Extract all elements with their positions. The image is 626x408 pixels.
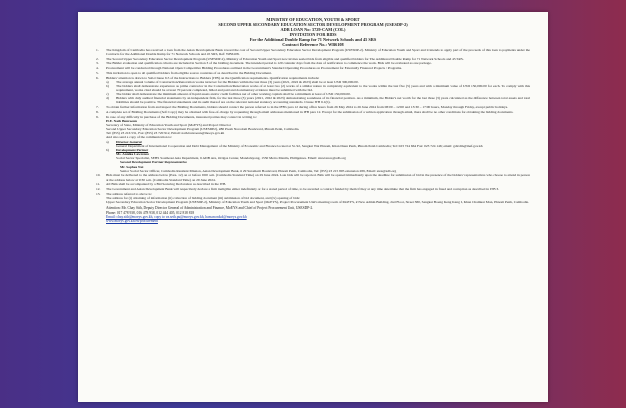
item-number: 4. (96, 66, 99, 70)
contact-name: H.E. Nath Bunroeun (106, 118, 137, 123)
item-text: Bidders' attention is drawn to Sub-Clause 6.5 of the Instructions to Bidders (ITB) on the Qualification requirements. Qualification requirements include: (106, 75, 320, 80)
item-text: The Bidder evaluation and qualification criteria are included in Section 3 of the bidding document. The intended period is 120 calendar days from the date of notification to commence the work. Bids will be evaluated as one package. (106, 61, 432, 66)
item-text: The address referred to above is: (106, 191, 152, 196)
second-partner-name: Mr. Sophea Noi (120, 164, 144, 169)
item-text: This invitation is open to all qualified bidders from eligible source countries of as described in the Bidding Document. (106, 70, 272, 75)
paragraph-group-3 (96, 173, 530, 196)
paragraph (96, 57, 530, 61)
website-link[interactable]: www.moeys.gov.kh/en/procurement (106, 219, 158, 224)
qualification-criteria (96, 80, 530, 105)
contact-phone-email: Tel: (855) 23 216 531, Fax: (855) 23 720 912, Email: nath.bunroeun@moeys.gov.kh (106, 131, 225, 136)
item-number: 12. (96, 187, 101, 192)
item-text: The average annual volume of Construction/Renovation works turnover for the Bidders within the last three (3) years (2021, 2022 & 2023) shall be at least USD 300,000.00. (116, 79, 359, 84)
document-footer (106, 206, 530, 223)
item-number: 7. (96, 105, 99, 110)
director-general-details: General Department of International Cooperation and Debt Management of the Ministry of Economic and Finance located at St. 92, Sangkat Wat Phnom, Khan Daun Penh, Phnom Penh Cambodia; Tel: 023 724 664 Fax: 023 724 146; email: gdicdm@mef.gov.kh (116, 143, 483, 148)
item-number: 3. (96, 61, 99, 66)
criteria-item (106, 96, 530, 104)
paragraph (96, 71, 530, 75)
item-number: 1. (96, 47, 99, 52)
item-text: To obtain further information from and inspect the Bidding Documents, bidders should contact the person referred to in the IFB's para 12 during office hours from 26 May 2024 to 26 June 2024 from 08:00 – 12:00 and 13:30 – 17:00 hours, Monday through Friday, except public holidays. (106, 105, 509, 110)
item-number: b) (106, 83, 109, 88)
loan-number: ADB LOAN No: 3729-CAM (COL) (280, 27, 346, 32)
contact-line: Secretary of State, Ministry of Education Youth and Sport (MoEYS) and Project Director (106, 123, 232, 127)
project-title: For the Additional Double Ramp for 71 Network Schools and 45 SRS (249, 37, 377, 42)
paragraph (96, 182, 530, 186)
attention-line: Attention: Mr. Chay Sith, Deputy Director General of Administration and Finance, MoEYS and Chief of Project Procurement Unit, USESDP-2. (106, 206, 314, 211)
item-text: Bidders with duly audited financial statements by an independent firm, for the last three (3) years (2021, 2022 & 2023) demonstrating soundness of its financial position. As a minimum, the Bidder's net worth for the last three (3) years calculated as the difference between total assets and total liabilities should be positive. The financial statements and its audit thereof are on the relevant national statutory accounting standards. Clause ITB 6.1(b). (116, 96, 530, 105)
paragraph-group-1 (96, 48, 530, 80)
item-text: A complete set of Bidding Documents (Soft Copy) may be obtained with free-of-charge by requesting through email addresses mentioned in IFB para 12. Except for the submission of a written application through email, there shall be no other conditions for obtaining the bidding documents. (106, 109, 514, 114)
paragraph-group-2 (96, 105, 530, 119)
paragraph (96, 173, 530, 181)
contact-copy-note: And also send a copy of the communication to: (106, 135, 173, 140)
item-number: 6. (96, 75, 99, 80)
director-general-title: Director-General (116, 139, 142, 144)
document-header (96, 17, 530, 47)
item-number: 5. (96, 70, 99, 75)
ministry-name: MINISTRY OF EDUCATION, YOUTH & SPORT (266, 17, 360, 22)
item-number: a) (106, 79, 109, 84)
tender-document (78, 12, 548, 402)
document-title: INVITATION FOR BIDS (289, 32, 337, 37)
paragraph (96, 48, 530, 56)
paragraph (96, 105, 530, 109)
paragraph (96, 110, 530, 114)
paragraph (96, 61, 530, 65)
item-number: 2. (96, 56, 99, 61)
development-partner-name: Ms. Annika Lawrence (116, 152, 149, 157)
second-partner-title: Second Development Partner Representative (120, 160, 187, 165)
paragraph (96, 115, 530, 119)
item-number: b) (106, 147, 109, 152)
item-text: The bidders shall demonstrate experience as prime contractor in the Construction/Renovation works of at least two (2) works of a similar nature in complexity equivalent to the works within the last five (5) years and with a minimum value of USD 150,000.00 for each. To comply with this requirement, works cited should be at least 70 percent completed, billed and paid and documentary evidence must be submitted with the bid. (116, 83, 530, 92)
item-number: d) (106, 96, 109, 101)
second-partner-details: Senior Social Sector Officer, Cambodia Resident Mission, Asian Development Bank, # 29 Suramarit Boulevard, Phnom Penh, Cambodia, Tel: (855) 23 215 805 extension 289, Email: snoi@adb.org (120, 168, 397, 173)
item-text: In case of any difficulty in purchase of the Bidding Documents, interested parties may contact in writing to: (106, 114, 257, 119)
item-text: All Bids shall be accompanied by a Bid Securing Declaration as described in the ITB. (106, 182, 227, 187)
item-text: Procurement will be conducted through National Open Competitive Bidding Procedures outlined in the Government's Standard Operating Procedures on Procurement for Externally Financed Projects / Programs. (106, 66, 403, 70)
address-line: Upper Secondary Education Sector Development Program (USESDP-2), Ministry of Education Youth and Sport (MoEYS), Project Procurement Unit's meeting room of MoEYS, # New Admin Building, 2nd Floor, Street 380, Sangkat Boeng Keng Kang I, Khan Chamkar Mon, Phnom Penh, Cambodia. (106, 200, 529, 205)
email-line[interactable]: Email: chay.sith@moeys.gov.kh, copy to va.seth.pu@moeys.gov.kh, ham.monkol@moeys.gov.kh (106, 214, 247, 219)
item-number: 11. (96, 182, 101, 187)
criteria-item (106, 84, 530, 92)
item-text: The Kingdom of Cambodia has received a loan from the Asian Development Bank toward the cost of Second Upper Secondary Education Sector Development Program (USESDP-2). Ministry of Education Youth and Sport and it intends to apply part of the proceeds of this loan to payments under the Contracts for the Additional Double Ramp for 71 Network Schools and 45 SRS, Ref: WB6108. (106, 47, 530, 56)
paragraph (96, 66, 530, 70)
address-line: The address for (i) obtaining of information (ii) collection of bidding document (iii) submission of bid document, and (iv) opening of bids: (106, 196, 301, 201)
item-text: Bids must be delivered to the address below (Para. 12) on or before 9:00 a.m. (Cambodia Standard Time) on 29 June 2024. Late bids will be rejected. Bids will be opened immediately upon the deadline for submission of bid in the presence of the bidders' representatives who choose to attend in person at the address below at 9:30 a.m. (Cambodia Standard Time) on 29 June 2024. (106, 173, 530, 182)
paragraph (96, 187, 530, 191)
program-name: SECOND UPPER SECONDARY EDUCATION SECTOR DEVELOPMENT PROGRAM (USESDP-2) (218, 22, 408, 27)
item-number: c) (106, 92, 109, 97)
contact-line: Second Upper Secondary Education Sector Development Program (USESDP2), #80 Preah Norodom Boulevard, Phnom Penh, Cambodia. (106, 127, 300, 132)
item-number: a) (106, 139, 109, 144)
development-partner-details: Social Sector Specialist, SEHS Southeast Asia Department, 6 ADB Ave, Ortigas Center, Mandaluyong, 1550 Metro Manila, Philippines. Email: alawrence@adb.org (116, 156, 346, 161)
item-number: 10. (96, 173, 101, 178)
phone-line: Phone: 017 478 938, 016 478 938, 012 444 405, 012 818 818 (106, 210, 195, 215)
item-text: The Second Upper Secondary Education Sector Development Program (USESDP-2), Ministry of Education Youth and Sport now invites sealed bids from eligible and qualified bidders for The Additional Double Ramp for 71 Network Schools and 45 SRS. (106, 56, 464, 61)
item-number: 8. (96, 109, 99, 114)
development-partner-title: Development Partner (116, 147, 149, 152)
item-number: 9. (96, 114, 99, 119)
contract-reference: Contract Reference No.: WB6108 (282, 42, 344, 47)
item-text: The bidder shall demonstrate the minimum amount of liquid assets and/or credit facilities net of other working capitals shall be a minimum at least of USD 150,000.00. (116, 92, 351, 97)
item-text: The Government and Asian Development Bank will respectively declare a firm ineligible either indefinitely or for a stated period of time, to be awarded a contract funded by them if they at any time determine that the firm has engaged in fraud and corruption as described in ITB 3. (106, 187, 500, 192)
item-number: 13. (96, 191, 101, 196)
